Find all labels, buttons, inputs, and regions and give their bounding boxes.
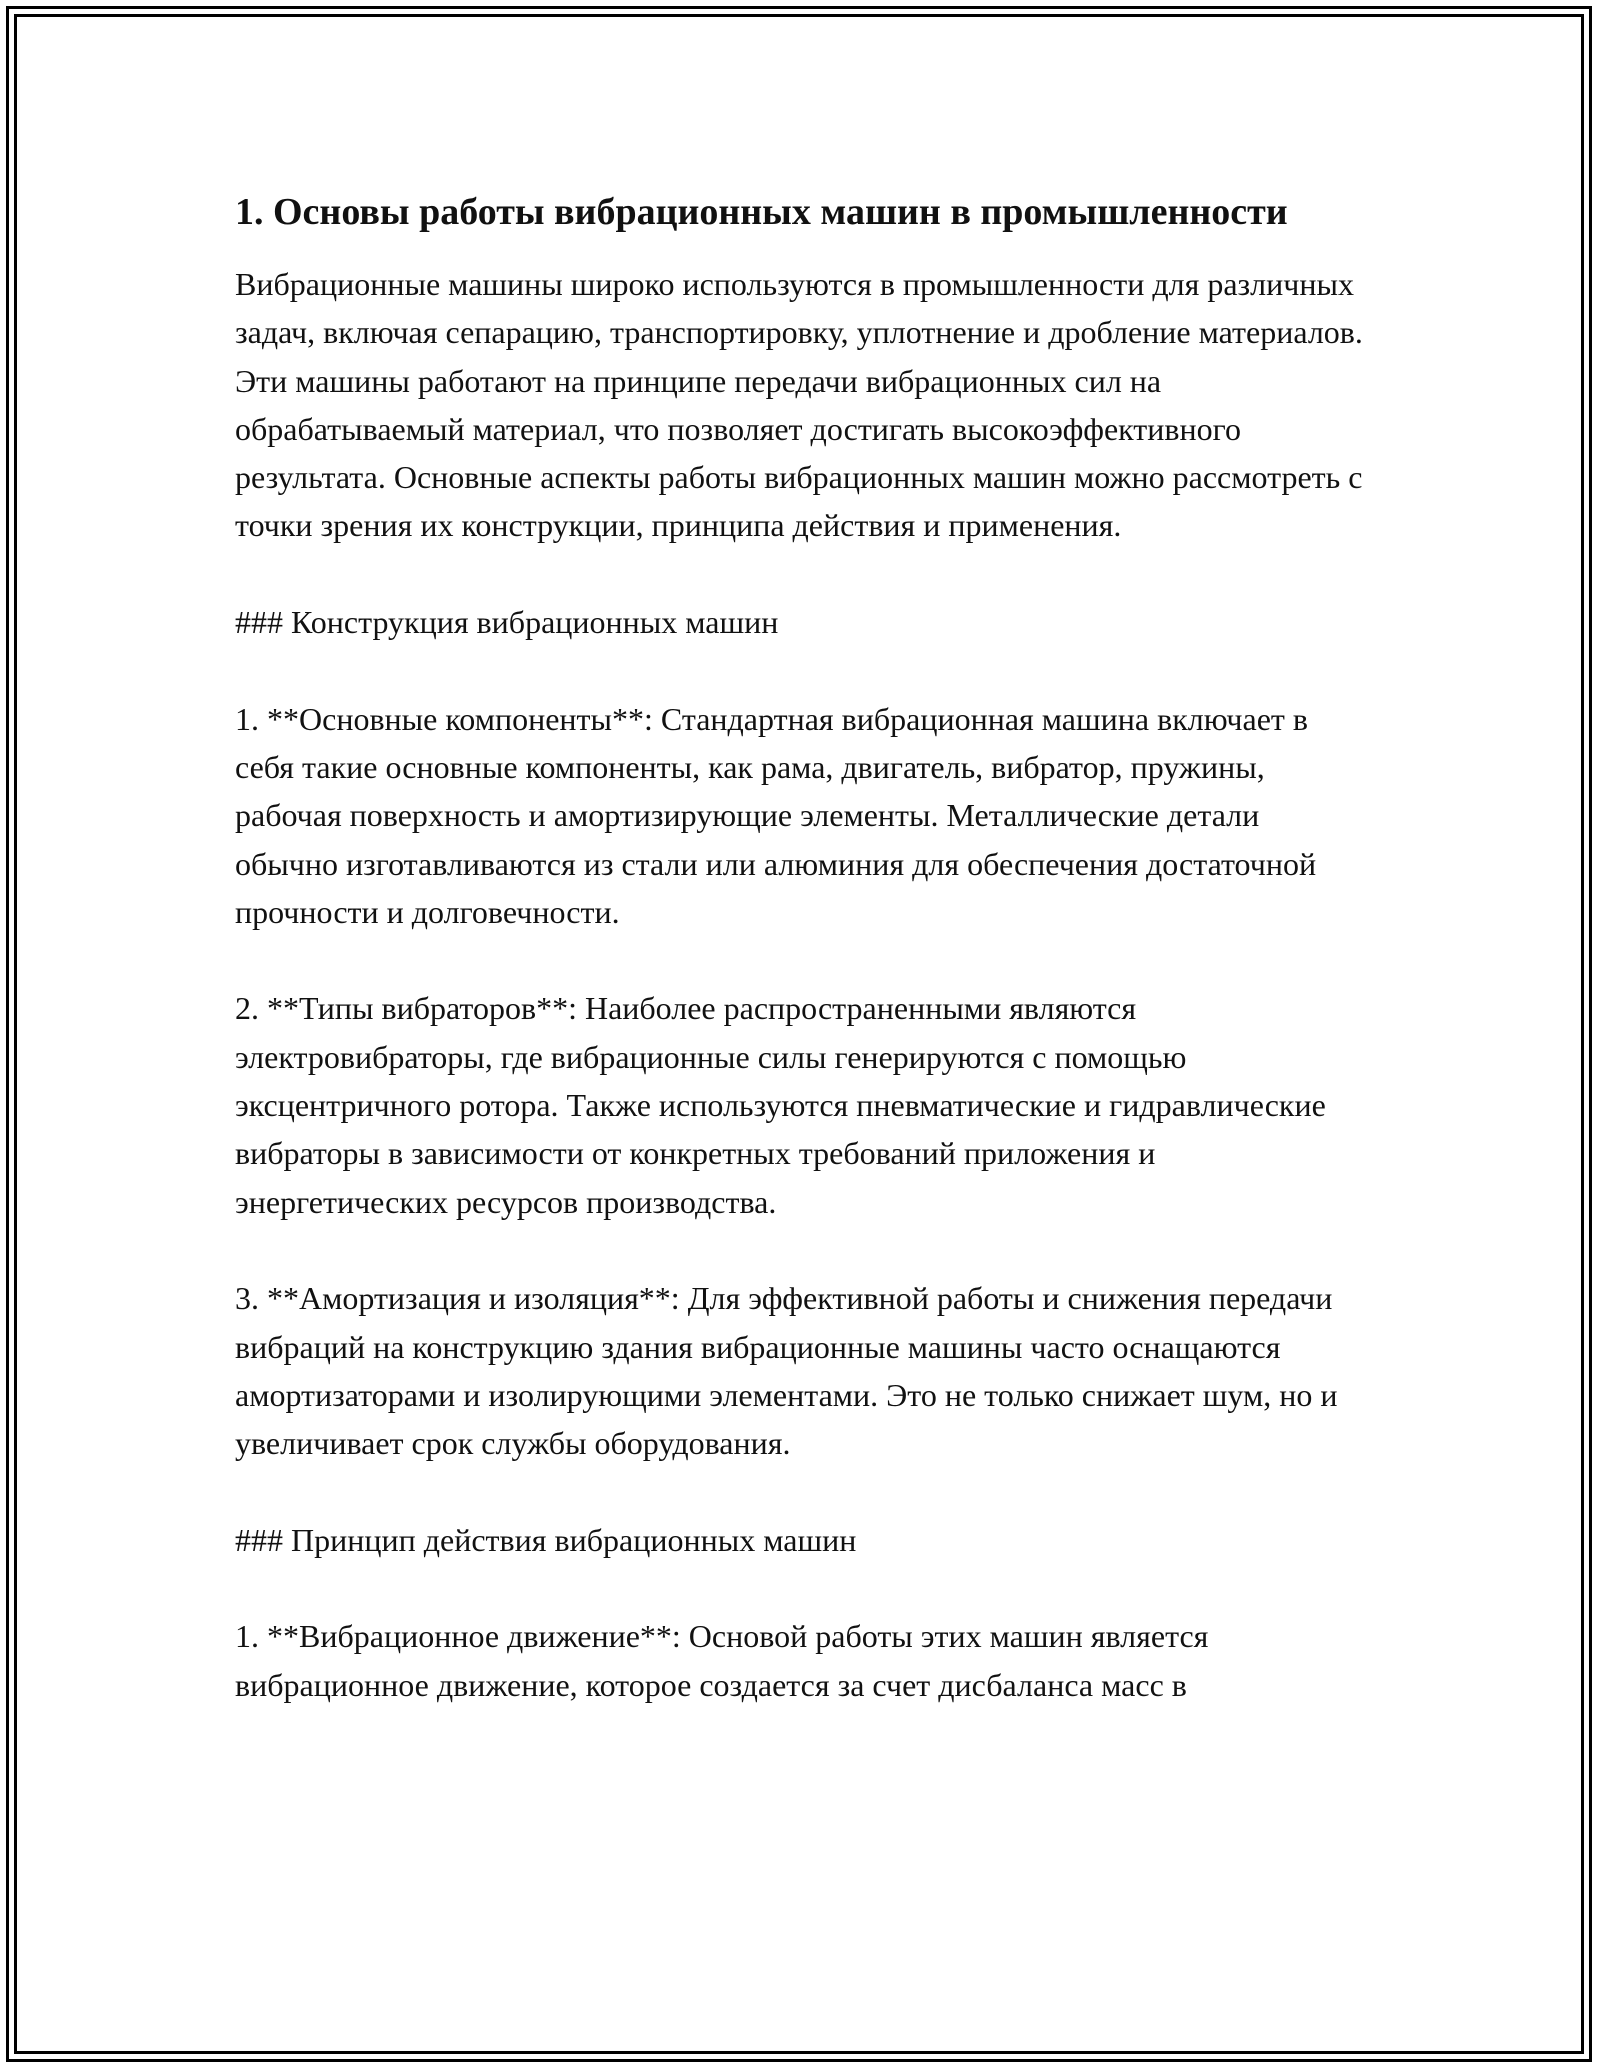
paragraph-gap	[235, 1467, 1365, 1515]
paragraph-gap	[235, 1226, 1365, 1274]
document-body	[235, 185, 1365, 1709]
section-heading-construction: ### Конструкция вибрационных машин	[235, 604, 779, 641]
principle-item-1: 1. **Вибрационное движение**: Основой работы этих машин является вибрационное движение, которое создается за счет дисбаланса масс в	[235, 1618, 1209, 1703]
paragraph-gap	[235, 1564, 1365, 1612]
paragraph-gap	[235, 550, 1365, 598]
section-heading-principle: ### Принцип действия вибрационных машин	[235, 1521, 857, 1558]
paragraph-gap	[235, 646, 1365, 694]
intro-paragraph: Вибрационные машины широко используются в промышленности для различных задач, включая сепарацию, транспортировку, уплотнение и дробление материалов. Эти машины работают на принципе передачи вибрационных сил на обрабатываемый материал, что позволяет достигать высокоэффективного результата. Основные аспекты работы вибрационных машин можно рассмотреть с точки зрения их конструкции, принципа действия и применения.	[235, 266, 1363, 544]
paragraph-gap	[235, 936, 1365, 984]
construction-item-2: 2. **Типы вибраторов**: Наиболее распространенными являются электровибраторы, где вибрационные силы генерируются с помощью эксцентричного ротора. Также используются пневматические и гидравлические вибраторы в зависимости от конкретных требований приложения и энергетических ресурсов производства.	[235, 990, 1326, 1220]
construction-item-1: 1. **Основные компоненты**: Стандартная вибрационная машина включает в себя такие основные компоненты, как рама, двигатель, вибратор, пружины, рабочая поверхность и амортизирующие элементы. Металлические детали обычно изготавливаются из стали или алюминия для обеспечения достаточной прочности и долговечности.	[235, 700, 1317, 930]
construction-item-3: 3. **Амортизация и изоляция**: Для эффективной работы и снижения передачи вибраций на конструкцию здания вибрационные машины часто оснащаются амортизаторами и изолирующими элементами. Это не только снижает шум, но и увеличивает срок службы оборудования.	[235, 1280, 1338, 1462]
document-title: 1. Основы работы вибрационных машин в промышленности	[235, 191, 1288, 233]
